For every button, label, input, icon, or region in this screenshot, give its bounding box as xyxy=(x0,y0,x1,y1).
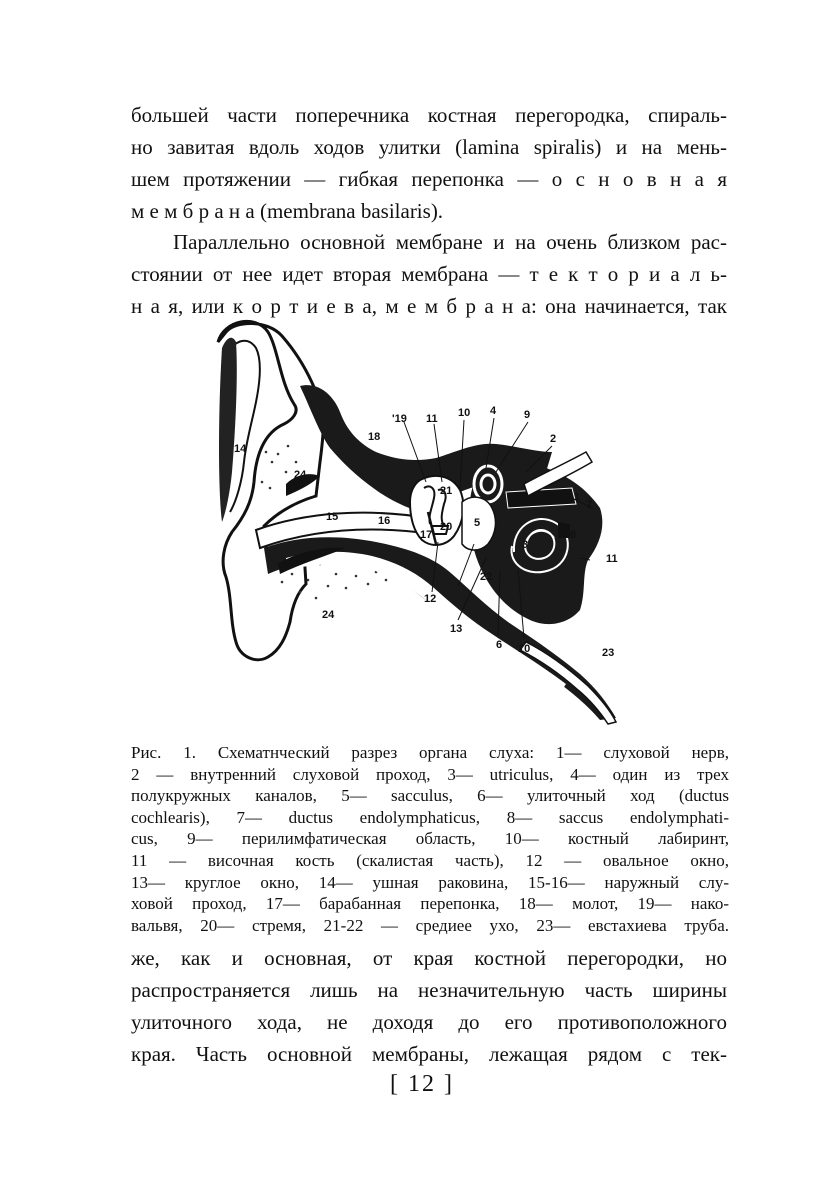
paragraph-top xyxy=(131,99,727,227)
figure-label: 11 xyxy=(606,553,618,565)
figure-label: 22 xyxy=(480,571,493,583)
caption-line: 13— круглое окно, 14— ушная раковина, 15-16— наружный слу- xyxy=(131,872,729,892)
paragraph-bottom xyxy=(131,942,727,1070)
text-line: стоянии от нее идет вторая мембрана — т е к т о р и а л ь- xyxy=(131,262,727,286)
figure-label: 24 xyxy=(294,469,307,481)
text-line: края. Часть основной мембраны, лежащая рядом с тек- xyxy=(131,1042,727,1066)
auricle-cartilage xyxy=(219,338,237,522)
figure-label: 11 xyxy=(426,413,438,425)
figure-label: 12 xyxy=(424,593,437,605)
text-line: Параллельно основной мембране и на очень близком рас- xyxy=(173,230,727,254)
figure-label: 8 xyxy=(570,529,577,541)
figure-label: 1 xyxy=(574,491,581,503)
figure-label: 6 xyxy=(496,639,503,651)
figure-label: 21 xyxy=(440,485,453,497)
figure-label: 13 xyxy=(450,623,463,635)
ear-diagram xyxy=(196,312,636,732)
caption-line: Рис. 1. Схематнческий разрез органа слуха: 1— слуховой нерв, xyxy=(131,743,729,762)
text-line: распространяется лишь на незначительную часть ширины xyxy=(131,978,727,1002)
caption-line: ховой проход, 17— барабанная перепонка, 18— молот, 19— нако- xyxy=(131,894,729,914)
ear-cross-section-figure xyxy=(196,312,636,732)
figure-label: 17 xyxy=(420,529,433,541)
figure-label: 7 xyxy=(586,499,593,511)
page-number: [ 12 ] xyxy=(390,1071,454,1097)
figure-label: 10 xyxy=(458,407,471,419)
figure-label: 2 xyxy=(550,433,557,445)
caption-line: полукружных каналов, 5— sacculus, 6— улиточный ход (ductus xyxy=(131,786,729,806)
caption-line: 2 — внутренний слуховой проход, 3— utriculus, 4— один из трех xyxy=(131,764,729,784)
figure-caption xyxy=(131,742,729,936)
caption-line: 11 — височная кость (скалистая часть), 12 — овальное окно, xyxy=(131,850,729,870)
figure-label: '19 xyxy=(392,413,407,425)
figure-label: 3 xyxy=(522,539,529,551)
text-line: но завитая вдоль ходов улитки (lamina spiralis) и на мень- xyxy=(131,135,727,159)
figure-label: 10 xyxy=(518,643,531,655)
figure-label: 24 xyxy=(322,609,335,621)
text-line: большей части поперечника костная перегородка, спираль- xyxy=(131,103,727,127)
paragraph-second xyxy=(131,226,727,322)
caption-line: cus, 9— перилимфатическая область, 10— костный лабиринт, xyxy=(131,829,729,849)
text-line: м е м б р а н а (membrana basilaris). xyxy=(131,199,444,223)
figure-label: 18 xyxy=(368,431,381,443)
figure-label: 15 xyxy=(326,511,339,523)
figure-label: 16 xyxy=(378,515,391,527)
figure-label: 20 xyxy=(440,521,453,533)
auditory-nerve xyxy=(506,488,576,508)
figure-label: 9 xyxy=(524,409,531,421)
text-line: н а я, или к о р т и е в а, м е м б р а н а: она начинается, так xyxy=(131,294,727,318)
saccus-endolymphaticus xyxy=(558,522,570,538)
figure-label: 14 xyxy=(234,443,247,455)
caption-line: cochlearis), 7— ductus endolymphaticus, 8— saccus endolymphati- xyxy=(131,807,729,827)
text-line: улиточного хода, не доходя до его противоположного xyxy=(131,1010,727,1034)
figure-label: 23 xyxy=(602,647,615,659)
figure-label: 4 xyxy=(490,405,497,417)
caption-line: вальвя, 20— стремя, 21-22 — средиее ухо, 23— евстахиева труба. xyxy=(131,915,729,935)
text-line: шем протяжении — гибкая перепонка — о с н о в н а я xyxy=(131,167,727,191)
figure-label: 5 xyxy=(474,517,481,529)
text-line: же, как и основная, от края костной перегородки, но xyxy=(131,946,727,970)
